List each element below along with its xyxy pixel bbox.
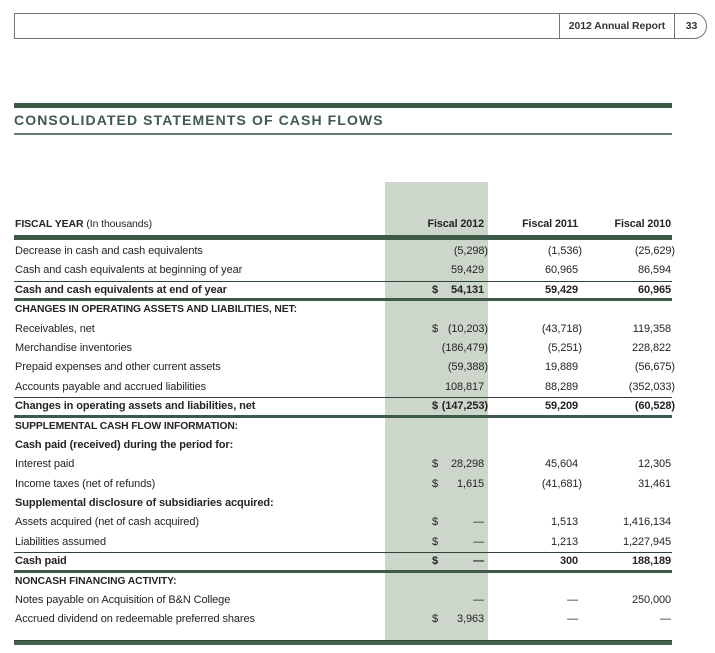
table-row <box>14 475 672 494</box>
row-label: Accounts payable and accrued liabilities <box>15 380 207 393</box>
value-f2010: (25,629) <box>634 245 675 257</box>
value-f2012: (10,203) <box>447 322 488 335</box>
value-f2012: 1,615 <box>456 477 484 490</box>
page-number: 33 <box>685 20 698 32</box>
dollar-sign: $ <box>432 283 439 296</box>
page-number-cell <box>674 14 708 38</box>
value-f2012: 54,131 <box>450 283 484 296</box>
value-f2011: 88,289 <box>544 380 578 393</box>
total-row <box>14 552 672 571</box>
table-row <box>14 358 675 377</box>
table-row <box>14 339 672 358</box>
dollar-sign: $ <box>432 322 439 335</box>
row-label: Accrued dividend on redeemable preferred shares <box>15 613 255 626</box>
page-header-strip <box>14 13 707 39</box>
subheader-row <box>14 436 672 455</box>
value-f2012: — <box>473 594 484 607</box>
value-f2010: 228,822 <box>631 341 671 354</box>
table-row <box>14 242 675 261</box>
value-f2012: (186,479) <box>441 341 488 354</box>
row-label: NONCASH FINANCING ACTIVITY: <box>15 575 177 587</box>
column-header-fiscal-2011: Fiscal 2011 <box>522 218 578 230</box>
total-row <box>14 397 675 416</box>
table-row <box>14 610 672 629</box>
value-f2010: 119,358 <box>632 322 671 335</box>
section-row <box>14 300 672 319</box>
table-row <box>14 320 672 339</box>
title-bottom-rule <box>14 133 672 135</box>
table-row <box>14 455 672 474</box>
table-row <box>14 513 672 532</box>
section-row <box>14 417 672 436</box>
value-f2011: (1,536) <box>547 245 582 257</box>
row-label: Changes in operating assets and liabilities, net <box>15 400 256 413</box>
table-row <box>14 378 675 397</box>
value-f2010: 12,305 <box>637 458 671 471</box>
row-label: Cash paid (received) during the period for: <box>15 438 234 451</box>
row-label: Merchandise inventories <box>15 341 132 354</box>
fiscal-year-header <box>15 214 152 235</box>
value-f2011: 59,209 <box>544 400 578 413</box>
row-label: Supplemental disclosure of subsidiaries acquired: <box>15 497 274 510</box>
total-row <box>14 281 672 300</box>
dollar-sign: $ <box>432 516 439 529</box>
value-f2012: (147,253) <box>441 400 488 413</box>
dollar-sign: $ <box>432 458 439 471</box>
value-f2010: 250,000 <box>631 594 671 607</box>
value-f2011: — <box>567 613 578 626</box>
value-f2011: 60,965 <box>544 264 578 277</box>
row-label: Receivables, net <box>15 322 95 335</box>
table-row <box>14 533 672 552</box>
dollar-sign: $ <box>432 477 439 490</box>
value-f2010: — <box>660 613 671 626</box>
row-label: Cash and cash equivalents at beginning of year <box>15 264 243 277</box>
table-header-row <box>14 214 672 235</box>
dollar-sign: $ <box>432 555 439 568</box>
row-label: Cash paid <box>15 555 67 568</box>
fiscal-year-label: FISCAL YEAR <box>15 218 84 230</box>
row-label: SUPPLEMENTAL CASH FLOW INFORMATION: <box>15 420 239 432</box>
value-f2011: 45,604 <box>544 458 578 471</box>
table-row <box>14 591 672 610</box>
value-f2010: 31,461 <box>637 477 671 490</box>
report-title: 2012 Annual Report <box>568 20 666 32</box>
subheader-row <box>14 494 672 513</box>
value-f2010: (352,033) <box>628 380 675 393</box>
value-f2012: 28,298 <box>450 458 484 471</box>
row-label: Income taxes (net of refunds) <box>15 477 156 490</box>
column-header-fiscal-2012: Fiscal 2012 <box>427 218 484 230</box>
value-f2010: 86,594 <box>637 264 671 277</box>
row-label: Assets acquired (net of cash acquired) <box>15 516 199 529</box>
value-f2010: 1,227,945 <box>622 535 671 548</box>
value-f2012: (5,298) <box>453 245 488 257</box>
column-header-fiscal-2010: Fiscal 2010 <box>614 218 671 230</box>
value-f2012: 59,429 <box>450 264 484 277</box>
row-label: Interest paid <box>15 458 75 471</box>
value-f2011: (41,681) <box>541 477 582 490</box>
cash-flow-statement-table <box>14 182 675 647</box>
table-body <box>14 242 675 630</box>
header-divider-bar <box>14 235 672 240</box>
table-row <box>14 261 672 280</box>
value-f2011: 1,513 <box>550 516 578 529</box>
value-f2010: 60,965 <box>637 283 671 296</box>
value-f2011: (5,251) <box>547 341 582 354</box>
table-bottom-rule <box>14 640 672 645</box>
value-f2010: (56,675) <box>634 361 675 374</box>
value-f2012: 3,963 <box>456 613 484 626</box>
row-label: Notes payable on Acquisition of B&N College <box>15 594 231 607</box>
value-f2012: — <box>473 535 484 548</box>
row-label: Decrease in cash and cash equivalents <box>15 245 203 257</box>
value-f2012: (59,388) <box>447 361 488 374</box>
value-f2011: (43,718) <box>541 322 582 335</box>
row-label: Cash and cash equivalents at end of year <box>15 283 227 296</box>
value-f2010: (60,528) <box>634 400 675 413</box>
row-label: CHANGES IN OPERATING ASSETS AND LIABILITIES, NET: <box>15 304 297 316</box>
report-title-cell <box>559 14 674 38</box>
value-f2012: — <box>473 516 484 529</box>
dollar-sign: $ <box>432 613 439 626</box>
value-f2011: 19,889 <box>544 361 578 374</box>
row-label: Prepaid expenses and other current assets <box>15 361 221 374</box>
value-f2011: 1,213 <box>550 535 578 548</box>
document-title: CONSOLIDATED STATEMENTS OF CASH FLOWS <box>14 112 384 128</box>
units-note: (In thousands) <box>86 218 153 230</box>
section-row <box>14 572 672 591</box>
value-f2011: 59,429 <box>544 283 578 296</box>
value-f2012: 108,817 <box>444 380 484 393</box>
value-f2010: 188,189 <box>631 555 671 568</box>
title-top-rule <box>14 103 672 108</box>
value-f2010: 1,416,134 <box>622 516 671 529</box>
dollar-sign: $ <box>432 400 439 413</box>
value-f2012: — <box>473 555 484 568</box>
value-f2011: 300 <box>559 555 578 568</box>
row-label: Liabilities assumed <box>15 535 107 548</box>
dollar-sign: $ <box>432 535 439 548</box>
value-f2011: — <box>567 594 578 607</box>
